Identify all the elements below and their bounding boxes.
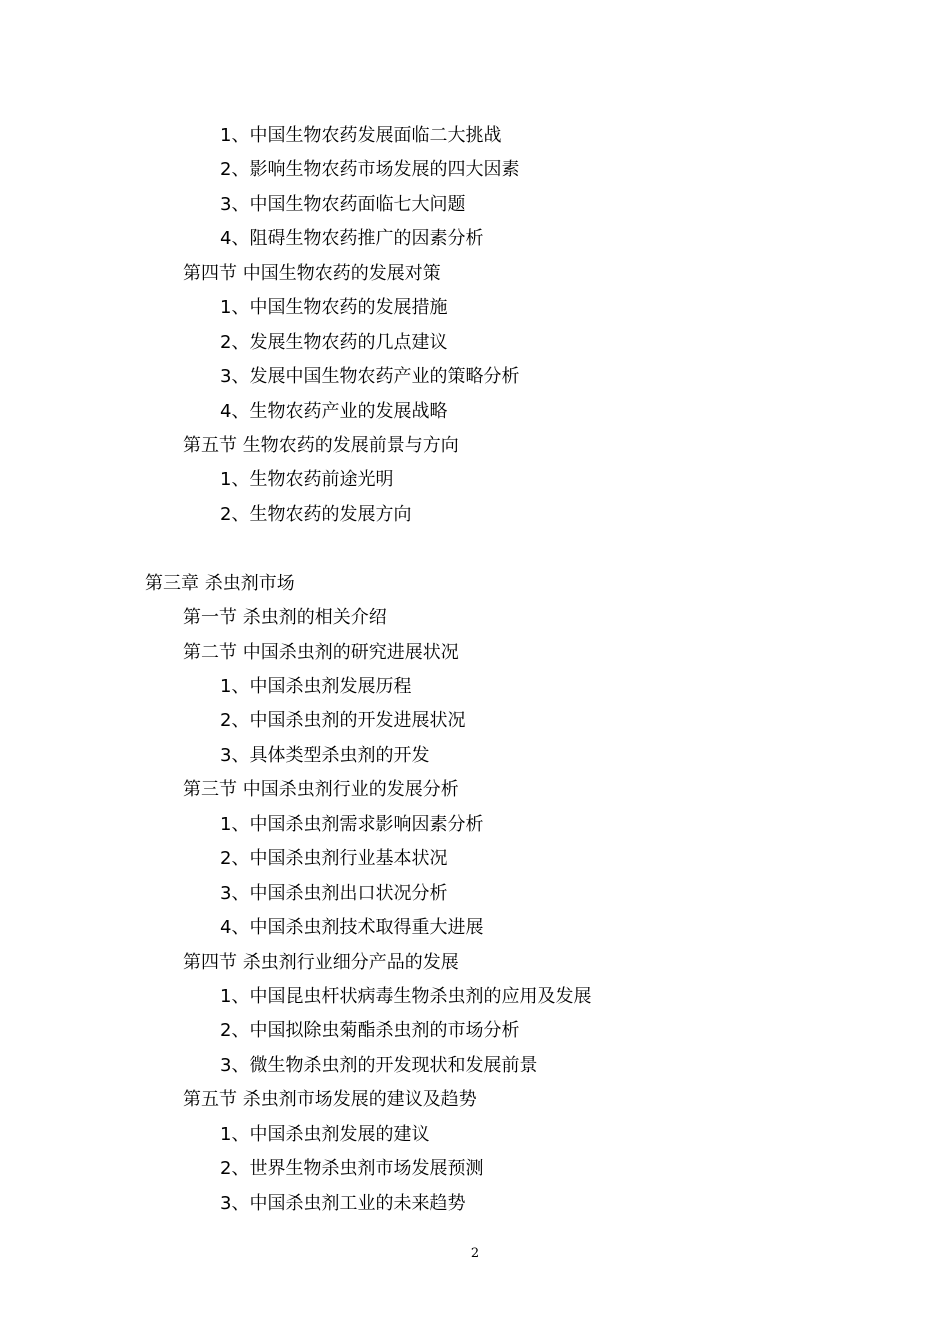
toc-item: 2、中国杀虫剂的开发进展状况 (220, 710, 466, 732)
toc-item: 2、影响生物农药市场发展的四大因素 (220, 159, 520, 181)
toc-item: 1、中国杀虫剂发展的建议 (220, 1123, 430, 1145)
toc-item: 3、具体类型杀虫剂的开发 (220, 744, 430, 766)
section-heading: 第一节 杀虫剂的相关介绍 (183, 607, 387, 629)
section-heading: 第五节 杀虫剂市场发展的建议及趋势 (183, 1089, 477, 1111)
toc-item: 2、世界生物杀虫剂市场发展预测 (220, 1158, 484, 1180)
section-heading: 第二节 中国杀虫剂的研究进展状况 (183, 641, 459, 663)
section-heading: 第三节 中国杀虫剂行业的发展分析 (183, 779, 459, 801)
toc-item: 1、中国生物农药的发展措施 (220, 297, 448, 319)
toc-item: 2、生物农药的发展方向 (220, 503, 412, 525)
toc-item: 3、中国杀虫剂出口状况分析 (220, 882, 448, 904)
toc-item: 1、中国生物农药发展面临二大挑战 (220, 125, 502, 146)
section-heading: 第四节 中国生物农药的发展对策 (183, 262, 441, 284)
toc-item: 1、生物农药前途光明 (220, 469, 394, 491)
toc-section-chapter-3 (0, 567, 950, 1221)
toc-item: 4、生物农药产业的发展战略 (220, 400, 448, 422)
toc-item: 1、中国昆虫杆状病毒生物杀虫剂的应用及发展 (220, 985, 592, 1007)
toc-item: 4、中国杀虫剂技术取得重大进展 (220, 917, 484, 939)
toc-item: 2、中国拟除虫菊酯杀虫剂的市场分析 (220, 1020, 520, 1042)
table-of-contents (0, 119, 950, 1221)
toc-item: 3、发展中国生物农药产业的策略分析 (220, 366, 520, 388)
section-heading: 第四节 杀虫剂行业细分产品的发展 (183, 951, 459, 973)
toc-item: 4、阻碍生物农药推广的因素分析 (220, 228, 484, 250)
section-heading: 第五节 生物农药的发展前景与方向 (183, 434, 459, 456)
toc-item: 2、中国杀虫剂行业基本状况 (220, 848, 448, 870)
chapter-heading: 第三章 杀虫剂市场 (145, 572, 295, 594)
toc-item: 3、微生物杀虫剂的开发现状和发展前景 (220, 1054, 538, 1076)
section-spacer (0, 532, 950, 566)
toc-item: 1、中国杀虫剂需求影响因素分析 (220, 813, 484, 835)
toc-item: 3、中国杀虫剂工业的未来趋势 (220, 1192, 466, 1214)
page-number: 2 (470, 1246, 480, 1261)
toc-item: 2、发展生物农药的几点建议 (220, 331, 448, 353)
toc-item: 3、中国生物农药面临七大问题 (220, 193, 466, 215)
toc-section-chapter-2-tail (0, 119, 950, 532)
toc-item: 1、中国杀虫剂发展历程 (220, 676, 412, 697)
